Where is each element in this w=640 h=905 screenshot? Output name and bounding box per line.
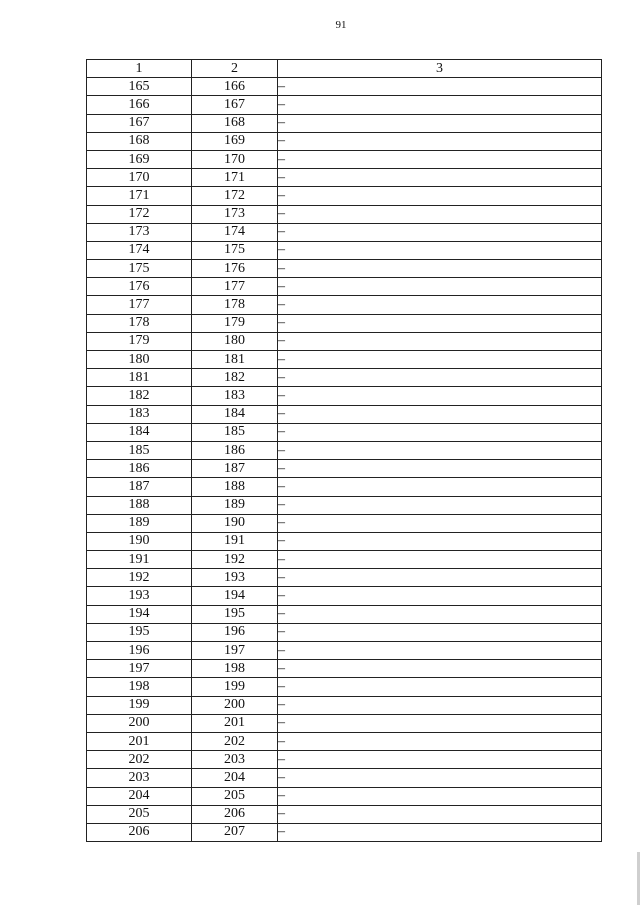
- row-description-cell: –: [278, 787, 602, 805]
- row-next-cell: 200: [192, 696, 278, 714]
- row-description-cell: –: [278, 296, 602, 314]
- row-index-cell: 193: [87, 587, 192, 605]
- row-description-cell: –: [278, 823, 602, 841]
- row-description-cell: –: [278, 78, 602, 96]
- row-next-cell: 169: [192, 132, 278, 150]
- table-row: [87, 787, 602, 805]
- row-description-cell: –: [278, 223, 602, 241]
- row-next-cell: 183: [192, 387, 278, 405]
- row-description-cell: –: [278, 714, 602, 732]
- table-row: [87, 623, 602, 641]
- row-index-cell: 185: [87, 441, 192, 459]
- row-index-cell: 184: [87, 423, 192, 441]
- row-index-cell: 182: [87, 387, 192, 405]
- row-index-cell: 180: [87, 351, 192, 369]
- table-row: [87, 296, 602, 314]
- row-index-cell: 176: [87, 278, 192, 296]
- row-description-cell: –: [278, 769, 602, 787]
- row-next-cell: 190: [192, 514, 278, 532]
- table-row: [87, 150, 602, 168]
- row-index-cell: 171: [87, 187, 192, 205]
- row-index-cell: 178: [87, 314, 192, 332]
- table-row: [87, 769, 602, 787]
- table-row: [87, 205, 602, 223]
- table-row: [87, 187, 602, 205]
- row-next-cell: 203: [192, 751, 278, 769]
- row-description-cell: –: [278, 387, 602, 405]
- table-row: [87, 605, 602, 623]
- row-index-cell: 177: [87, 296, 192, 314]
- row-index-cell: 201: [87, 732, 192, 750]
- table-row: [87, 223, 602, 241]
- table-row: [87, 351, 602, 369]
- table-row: [87, 587, 602, 605]
- row-description-cell: –: [278, 678, 602, 696]
- row-next-cell: 185: [192, 423, 278, 441]
- table-row: [87, 423, 602, 441]
- row-next-cell: 181: [192, 351, 278, 369]
- table-row: [87, 241, 602, 259]
- row-next-cell: 176: [192, 260, 278, 278]
- row-index-cell: 175: [87, 260, 192, 278]
- row-description-cell: –: [278, 460, 602, 478]
- row-description-cell: –: [278, 587, 602, 605]
- row-index-cell: 199: [87, 696, 192, 714]
- row-next-cell: 167: [192, 96, 278, 114]
- table-row: [87, 260, 602, 278]
- row-index-cell: 166: [87, 96, 192, 114]
- row-index-cell: 200: [87, 714, 192, 732]
- row-next-cell: 184: [192, 405, 278, 423]
- row-description-cell: –: [278, 551, 602, 569]
- row-next-cell: 187: [192, 460, 278, 478]
- row-index-cell: 190: [87, 532, 192, 550]
- row-next-cell: 173: [192, 205, 278, 223]
- table-row: [87, 696, 602, 714]
- table-row: [87, 514, 602, 532]
- table-row: [87, 551, 602, 569]
- row-description-cell: –: [278, 660, 602, 678]
- document-table: [86, 59, 602, 842]
- row-index-cell: 168: [87, 132, 192, 150]
- row-index-cell: 186: [87, 460, 192, 478]
- row-index-cell: 189: [87, 514, 192, 532]
- row-description-cell: –: [278, 751, 602, 769]
- row-description-cell: –: [278, 132, 602, 150]
- row-index-cell: 198: [87, 678, 192, 696]
- row-index-cell: 179: [87, 332, 192, 350]
- row-description-cell: –: [278, 351, 602, 369]
- row-index-cell: 191: [87, 551, 192, 569]
- row-next-cell: 201: [192, 714, 278, 732]
- table-row: [87, 332, 602, 350]
- table-row: [87, 678, 602, 696]
- column-header-3: 3: [278, 60, 602, 78]
- row-next-cell: 180: [192, 332, 278, 350]
- row-description-cell: –: [278, 605, 602, 623]
- row-index-cell: 170: [87, 169, 192, 187]
- row-index-cell: 195: [87, 623, 192, 641]
- row-next-cell: 166: [192, 78, 278, 96]
- table-row: [87, 732, 602, 750]
- row-description-cell: –: [278, 369, 602, 387]
- table-header-row: [87, 60, 602, 78]
- row-next-cell: 168: [192, 114, 278, 132]
- row-next-cell: 177: [192, 278, 278, 296]
- row-description-cell: –: [278, 114, 602, 132]
- row-index-cell: 205: [87, 805, 192, 823]
- table-row: [87, 460, 602, 478]
- row-description-cell: –: [278, 423, 602, 441]
- row-description-cell: –: [278, 496, 602, 514]
- row-next-cell: 204: [192, 769, 278, 787]
- table-row: [87, 569, 602, 587]
- row-description-cell: –: [278, 569, 602, 587]
- row-index-cell: 188: [87, 496, 192, 514]
- table-row: [87, 532, 602, 550]
- row-description-cell: –: [278, 514, 602, 532]
- row-description-cell: –: [278, 805, 602, 823]
- row-index-cell: 165: [87, 78, 192, 96]
- table-row: [87, 642, 602, 660]
- row-description-cell: –: [278, 314, 602, 332]
- row-description-cell: –: [278, 405, 602, 423]
- table-row: [87, 714, 602, 732]
- row-next-cell: 170: [192, 150, 278, 168]
- column-header-1: 1: [87, 60, 192, 78]
- row-next-cell: 197: [192, 642, 278, 660]
- row-next-cell: 196: [192, 623, 278, 641]
- row-index-cell: 196: [87, 642, 192, 660]
- table-row: [87, 660, 602, 678]
- row-index-cell: 203: [87, 769, 192, 787]
- table-row: [87, 387, 602, 405]
- row-next-cell: 182: [192, 369, 278, 387]
- row-description-cell: –: [278, 623, 602, 641]
- row-description-cell: –: [278, 187, 602, 205]
- row-next-cell: 188: [192, 478, 278, 496]
- row-next-cell: 179: [192, 314, 278, 332]
- row-description-cell: –: [278, 241, 602, 259]
- row-next-cell: 199: [192, 678, 278, 696]
- row-next-cell: 192: [192, 551, 278, 569]
- row-description-cell: –: [278, 278, 602, 296]
- table-row: [87, 441, 602, 459]
- row-next-cell: 205: [192, 787, 278, 805]
- row-next-cell: 195: [192, 605, 278, 623]
- table-row: [87, 314, 602, 332]
- row-next-cell: 175: [192, 241, 278, 259]
- row-next-cell: 207: [192, 823, 278, 841]
- row-description-cell: –: [278, 169, 602, 187]
- page-number: 91: [335, 19, 347, 31]
- table-row: [87, 823, 602, 841]
- table-row: [87, 405, 602, 423]
- row-description-cell: –: [278, 205, 602, 223]
- row-index-cell: 197: [87, 660, 192, 678]
- row-description-cell: –: [278, 96, 602, 114]
- row-next-cell: 171: [192, 169, 278, 187]
- table-row: [87, 369, 602, 387]
- row-index-cell: 181: [87, 369, 192, 387]
- row-index-cell: 173: [87, 223, 192, 241]
- row-description-cell: –: [278, 260, 602, 278]
- row-next-cell: 186: [192, 441, 278, 459]
- row-index-cell: 192: [87, 569, 192, 587]
- row-index-cell: 204: [87, 787, 192, 805]
- row-next-cell: 194: [192, 587, 278, 605]
- table-row: [87, 78, 602, 96]
- row-index-cell: 167: [87, 114, 192, 132]
- table-row: [87, 132, 602, 150]
- row-index-cell: 202: [87, 751, 192, 769]
- row-description-cell: –: [278, 732, 602, 750]
- row-description-cell: –: [278, 150, 602, 168]
- table-row: [87, 496, 602, 514]
- row-next-cell: 198: [192, 660, 278, 678]
- row-next-cell: 174: [192, 223, 278, 241]
- row-description-cell: –: [278, 441, 602, 459]
- row-description-cell: –: [278, 642, 602, 660]
- table-row: [87, 805, 602, 823]
- row-index-cell: 174: [87, 241, 192, 259]
- row-next-cell: 172: [192, 187, 278, 205]
- table-row: [87, 751, 602, 769]
- row-description-cell: –: [278, 332, 602, 350]
- row-description-cell: –: [278, 532, 602, 550]
- row-index-cell: 172: [87, 205, 192, 223]
- row-index-cell: 183: [87, 405, 192, 423]
- row-index-cell: 206: [87, 823, 192, 841]
- table-row: [87, 478, 602, 496]
- table-row: [87, 96, 602, 114]
- row-next-cell: 191: [192, 532, 278, 550]
- row-next-cell: 202: [192, 732, 278, 750]
- table-row: [87, 169, 602, 187]
- row-index-cell: 194: [87, 605, 192, 623]
- row-description-cell: –: [278, 478, 602, 496]
- table-row: [87, 114, 602, 132]
- row-next-cell: 193: [192, 569, 278, 587]
- row-index-cell: 187: [87, 478, 192, 496]
- row-next-cell: 189: [192, 496, 278, 514]
- row-next-cell: 178: [192, 296, 278, 314]
- row-description-cell: –: [278, 696, 602, 714]
- table-row: [87, 278, 602, 296]
- table-body: [87, 78, 602, 842]
- row-index-cell: 169: [87, 150, 192, 168]
- column-header-2: 2: [192, 60, 278, 78]
- row-next-cell: 206: [192, 805, 278, 823]
